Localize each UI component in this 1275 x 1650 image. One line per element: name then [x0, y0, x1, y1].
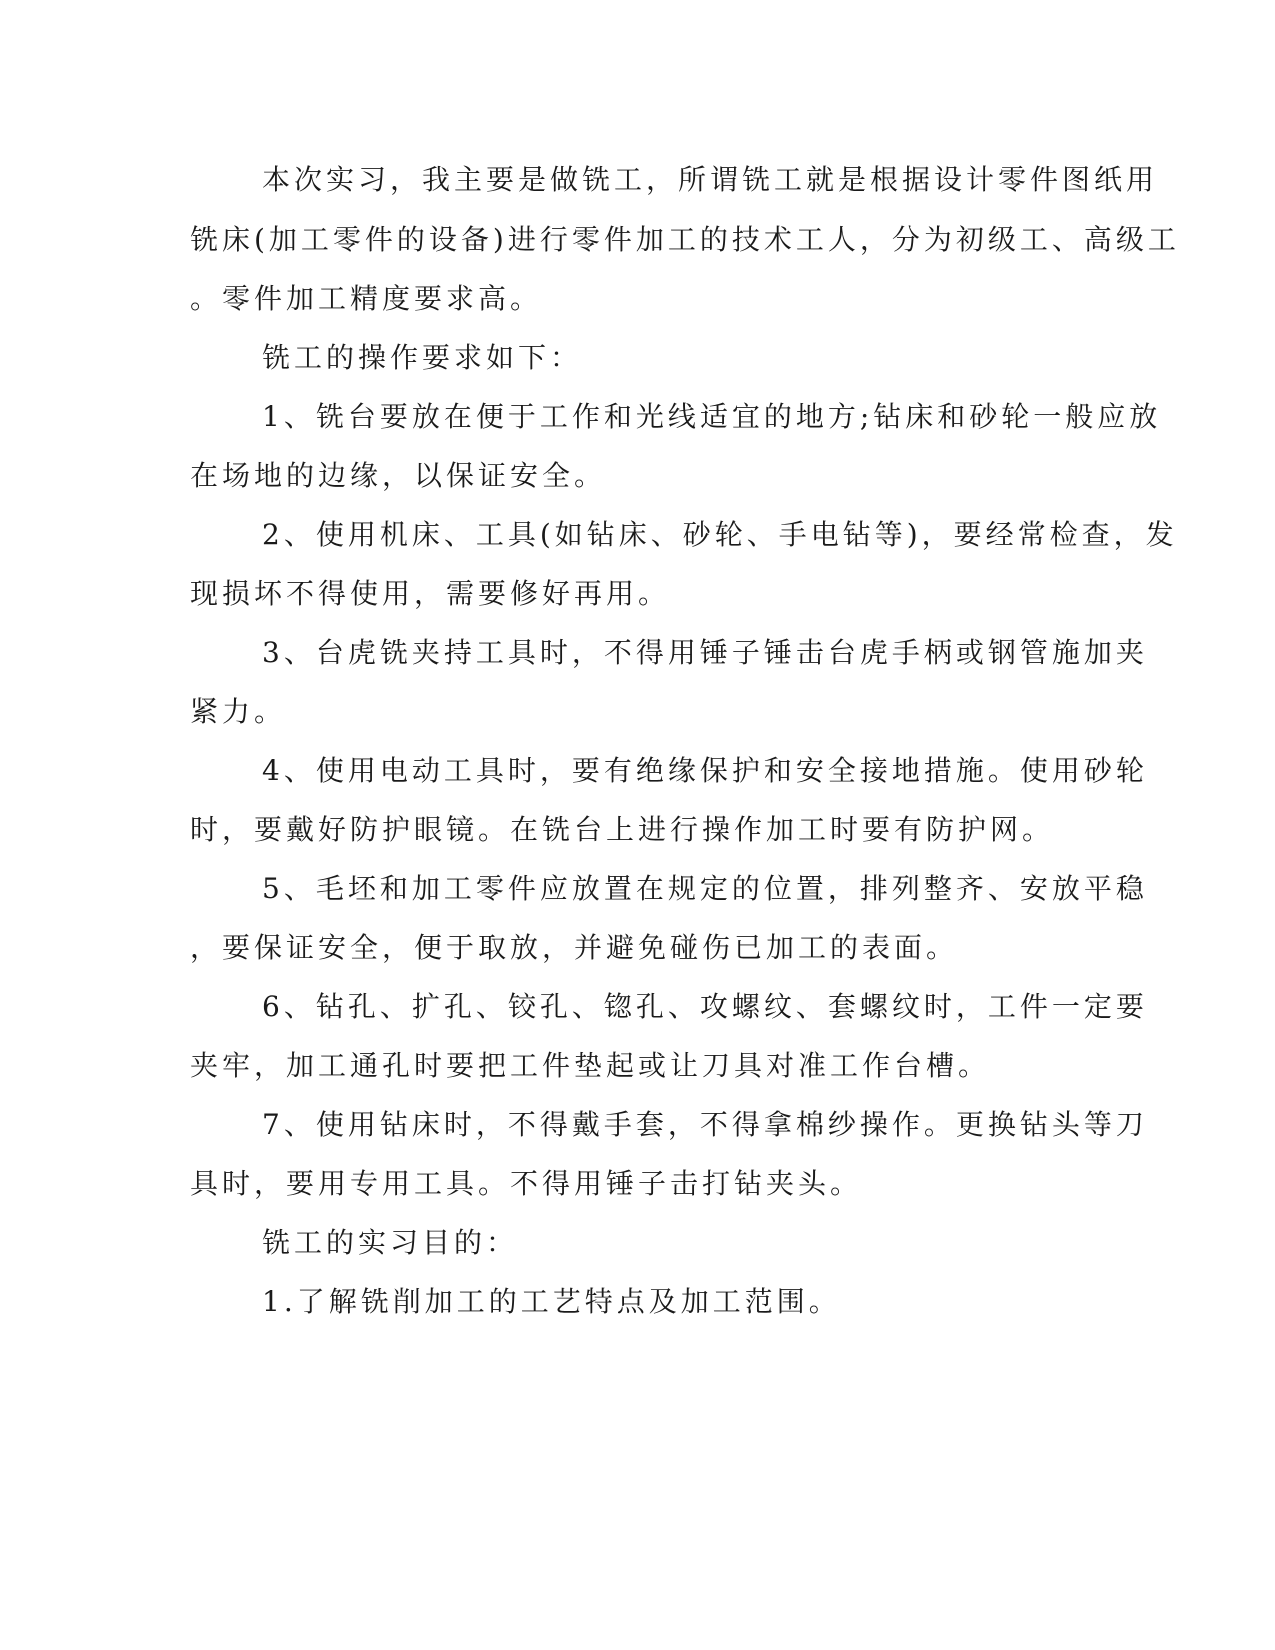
list-item-line: 现损坏不得使用，需要修好再用。 — [190, 577, 671, 610]
list-item-line: 时，要戴好防护眼镜。在铣台上进行操作加工时要有防护网。 — [190, 813, 1055, 846]
list-item-line: 夹牢，加工通孔时要把工件垫起或让刀具对准工作台槽。 — [190, 1049, 991, 1082]
paragraph-line: 。零件加工精度要求高。 — [190, 282, 543, 315]
list-item-line: 2、使用机床、工具(如钻床、砂轮、手电钻等)，要经常检查，发 — [262, 518, 1178, 551]
paragraph-line: 铣床(加工零件的设备)进行零件加工的技术工人，分为初级工、高级工 — [190, 223, 1180, 256]
list-item-line: 6、钻孔、扩孔、铰孔、锪孔、攻螺纹、套螺纹时，工件一定要 — [262, 990, 1148, 1023]
list-item-line: 7、使用钻床时，不得戴手套，不得拿棉纱操作。更换钻头等刀 — [262, 1108, 1148, 1141]
list-item-line: 1、铣台要放在便于工作和光线适宜的地方;钻床和砂轮一般应放 — [262, 400, 1162, 433]
list-item-line: 具时，要用专用工具。不得用锤子击打钻夹头。 — [190, 1167, 863, 1200]
list-item-line: 3、台虎铣夹持工具时，不得用锤子锤击台虎手柄或钢管施加夹 — [262, 636, 1148, 669]
section-heading: 铣工的操作要求如下： — [262, 341, 583, 374]
list-item-line: 5、毛坯和加工零件应放置在规定的位置，排列整齐、安放平稳 — [262, 872, 1148, 905]
list-item-line: 在场地的边缘，以保证安全。 — [190, 459, 607, 492]
paragraph-line: 本次实习，我主要是做铣工，所谓铣工就是根据设计零件图纸用 — [262, 163, 1159, 196]
section-heading: 铣工的实习目的： — [262, 1226, 519, 1259]
list-item-line: ，要保证安全，便于取放，并避免碰伤已加工的表面。 — [190, 931, 959, 964]
list-item-line: 4、使用电动工具时，要有绝缘保护和安全接地措施。使用砂轮 — [262, 754, 1148, 787]
list-item-line: 紧力。 — [190, 695, 287, 728]
list-item-line: 1.了解铣削加工的工艺特点及加工范围。 — [262, 1285, 841, 1318]
